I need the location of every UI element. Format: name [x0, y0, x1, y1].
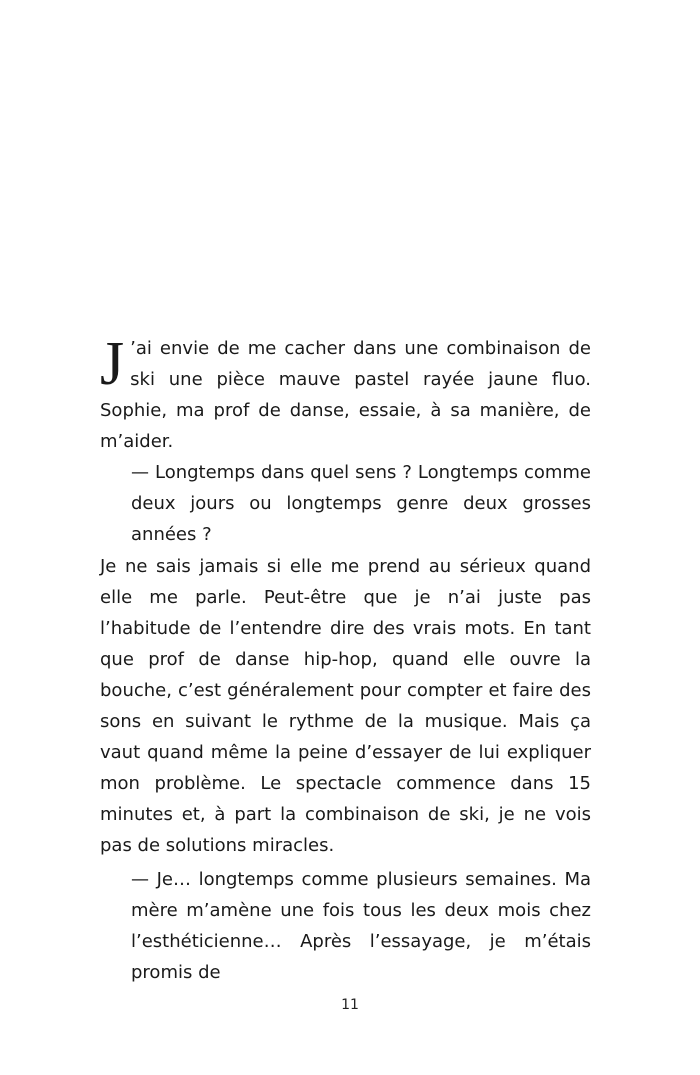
opening-paragraph-text: ’ai envie de me cacher dans une combinaison de ski une pièce mauve pastel rayée jaune fluo. Sophie, ma prof de danse, essaie, à sa manière, de m’aider.: [100, 338, 591, 452]
narrative-paragraph: Je ne sais jamais si elle me prend au sérieux quand elle me parle. Peut-être que je n’ai juste pas l’habitude de l’entendre dire des vrais mots. En tant que prof de danse hip-hop, quand elle ouvre la bouche, c’est généralement pour compter et faire des sons en suivant le rythme de la musique. Mais ça vaut quand même la peine d’essayer de lui expliquer mon problème. Le spectacle commence dans 15 minutes et, à part la combinaison de ski, je ne vois pas de solutions miracles.: [100, 556, 591, 856]
opening-paragraph: [100, 330, 591, 457]
dialogue-line-1: — Longtemps dans quel sens ? Longtemps comme deux jours ou longtemps genre deux grosses années ?: [131, 462, 591, 545]
dialogue-line-2: — Je… longtemps comme plusieurs semaines. Ma mère m’amène une fois tous les deux mois chez l’esthéticienne… Après l’essayage, je m’étais promis de: [131, 869, 591, 983]
drop-cap: J: [100, 330, 125, 398]
page-number: 11: [341, 997, 359, 1013]
